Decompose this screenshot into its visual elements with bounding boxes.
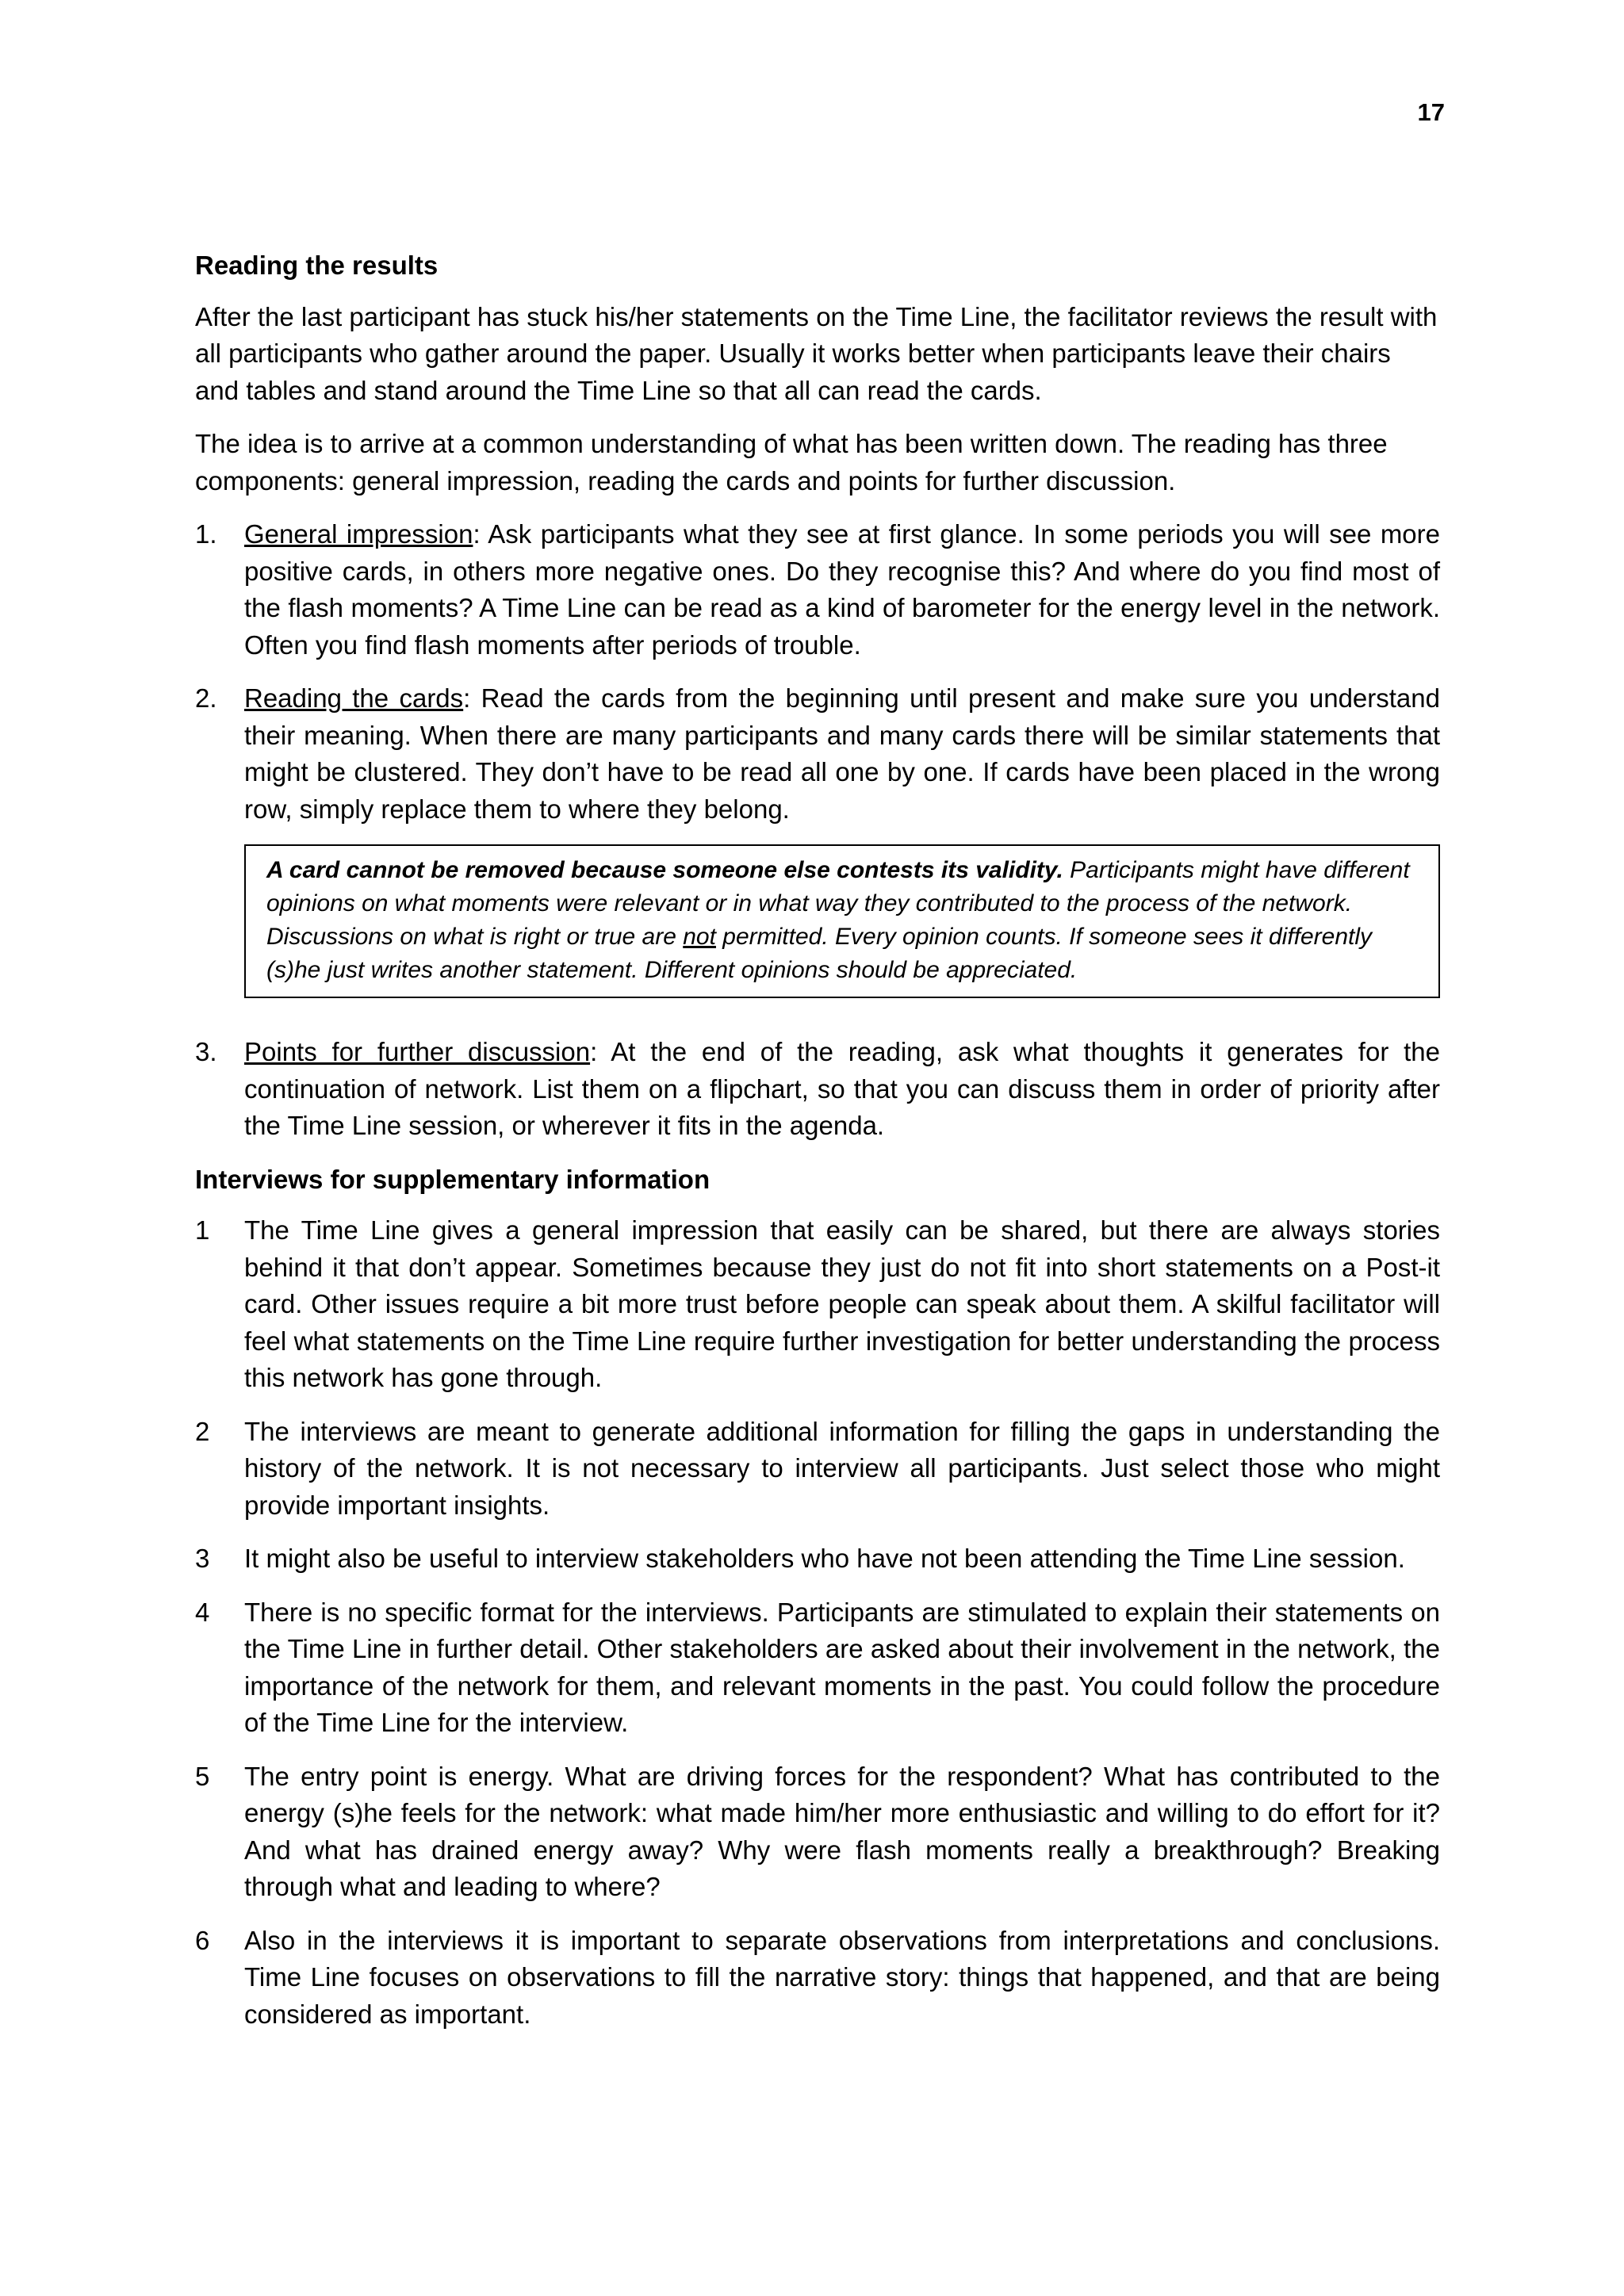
section-heading-interviews: Interviews for supplementary information [195, 1164, 710, 1194]
list-item-text [244, 680, 1440, 828]
list-item-body: : At the end of the reading, ask what thoughts it generates for the continuation of network. List them on a flipchart, so that you can discuss them in order of priority after the Time Line session, or wherever it fits in the agenda. [244, 1037, 1440, 1140]
list-item [195, 1414, 1440, 1525]
note-text: Participants might have different opinions on what moments were relevant or in what way they contributed to the process of the network. Discussions on what is right or true are [266, 857, 1410, 950]
list-item-body: : Ask participants what they see at first glance. In some periods you will see more positive cards, in others more negative ones. Do they recognise this? And where do you find most of the flash moments? A Time Line can be read as a kind of barometer for the energy level in the network. Often you find flash moments after periods of trouble. [244, 519, 1441, 660]
list-item-text [244, 1034, 1440, 1145]
list-item-number: 1 [195, 1215, 210, 1245]
list-item-number: 4 [195, 1597, 210, 1627]
page-number: 17 [1417, 98, 1445, 126]
list-item-term: Points for further discussion [244, 1037, 591, 1066]
list-item-term: General impression [244, 519, 473, 549]
paragraph: After the last participant has stuck his/her statements on the Time Line, the facilitator reviews the result with all participants who gather around the paper. Usually it works better when participants leave their chairs and tables and stand around the Time Line so that all can read the cards. [195, 301, 1438, 405]
list-item-text: Also in the interviews it is important to separate observations from interpretations and conclusions. Time Line focuses on observations to fill the narrative story: things that happened, and that are being considered as important. [244, 1925, 1440, 2029]
list-item-text [244, 516, 1440, 664]
section-heading-reading-results: Reading the results [195, 251, 439, 280]
list-item-text: The Time Line gives a general impression that easily can be shared, but there are always stories behind it that don’t appear. Sometimes because they just do not fit into short statements on a Post-it card. Other issues require a bit more trust before people can speak about them. A skilful facilitator will feel what statements on the Time Line require further investigation for better understanding the process this network has gone through. [244, 1215, 1440, 1392]
note-underlined-text: not [683, 924, 716, 950]
note-bold-text: A card cannot be removed because someone else contests its validity. [266, 857, 1063, 883]
list-item [195, 1923, 1440, 2034]
list-item-text: There is no specific format for the interviews. Participants are stimulated to explain their statements on the Time Line in further detail. Other stakeholders are asked about their involvement in the network, the importance of the network for them, and relevant moments in the past. You could follow the procedure of the Time Line for the interview. [244, 1597, 1440, 1737]
list-item-number: 6 [195, 1925, 210, 1955]
list-item [195, 680, 1440, 828]
paragraph: The idea is to arrive at a common understanding of what has been written down. The reading has three components: general impression, reading the cards and points for further discussion. [195, 429, 1388, 496]
list-item [195, 1758, 1440, 1906]
list-item-number: 2 [195, 1416, 210, 1446]
list-item-number: 2. [195, 683, 217, 713]
list-item-number: 1. [195, 519, 217, 549]
list-item [195, 1540, 1440, 1578]
list-item-text: The entry point is energy. What are driving forces for the respondent? What has contributed to the energy (s)he feels for the network: what made him/her more enthusiastic and willing to do effort for it? And what has drained energy away? Why were flash moments really a breakthrough? Breaking through what and leading to where? [244, 1761, 1440, 1901]
note-box [244, 844, 1440, 998]
list-item-number: 5 [195, 1761, 210, 1791]
list-item [195, 516, 1440, 664]
list-item [195, 1212, 1440, 1397]
list-item-number: 3. [195, 1037, 217, 1066]
list-item-body: : Read the cards from the beginning until present and make sure you understand their meaning. When there are many participants and many cards there will be similar statements that might be clustered. They don’t have to be read all one by one. If cards have been placed in the wrong row, simply replace them to where they belong. [244, 683, 1440, 824]
list-item [195, 1594, 1440, 1742]
list-item-text: The interviews are meant to generate additional information for filling the gaps in understanding the history of the network. It is not necessary to interview all participants. Just select those who might provide important insights. [244, 1416, 1440, 1520]
note-text: permitted. Every opinion counts. If someone sees it differently (s)he just writes another statement. Different opinions should be appreciated. [266, 924, 1373, 983]
page-content [195, 247, 1440, 2049]
list-item-term: Reading the cards [244, 683, 464, 713]
list-item [195, 1034, 1440, 1145]
list-item-text: It might also be useful to interview stakeholders who have not been attending the Time Line session. [244, 1544, 1405, 1573]
list-item-number: 3 [195, 1544, 210, 1573]
